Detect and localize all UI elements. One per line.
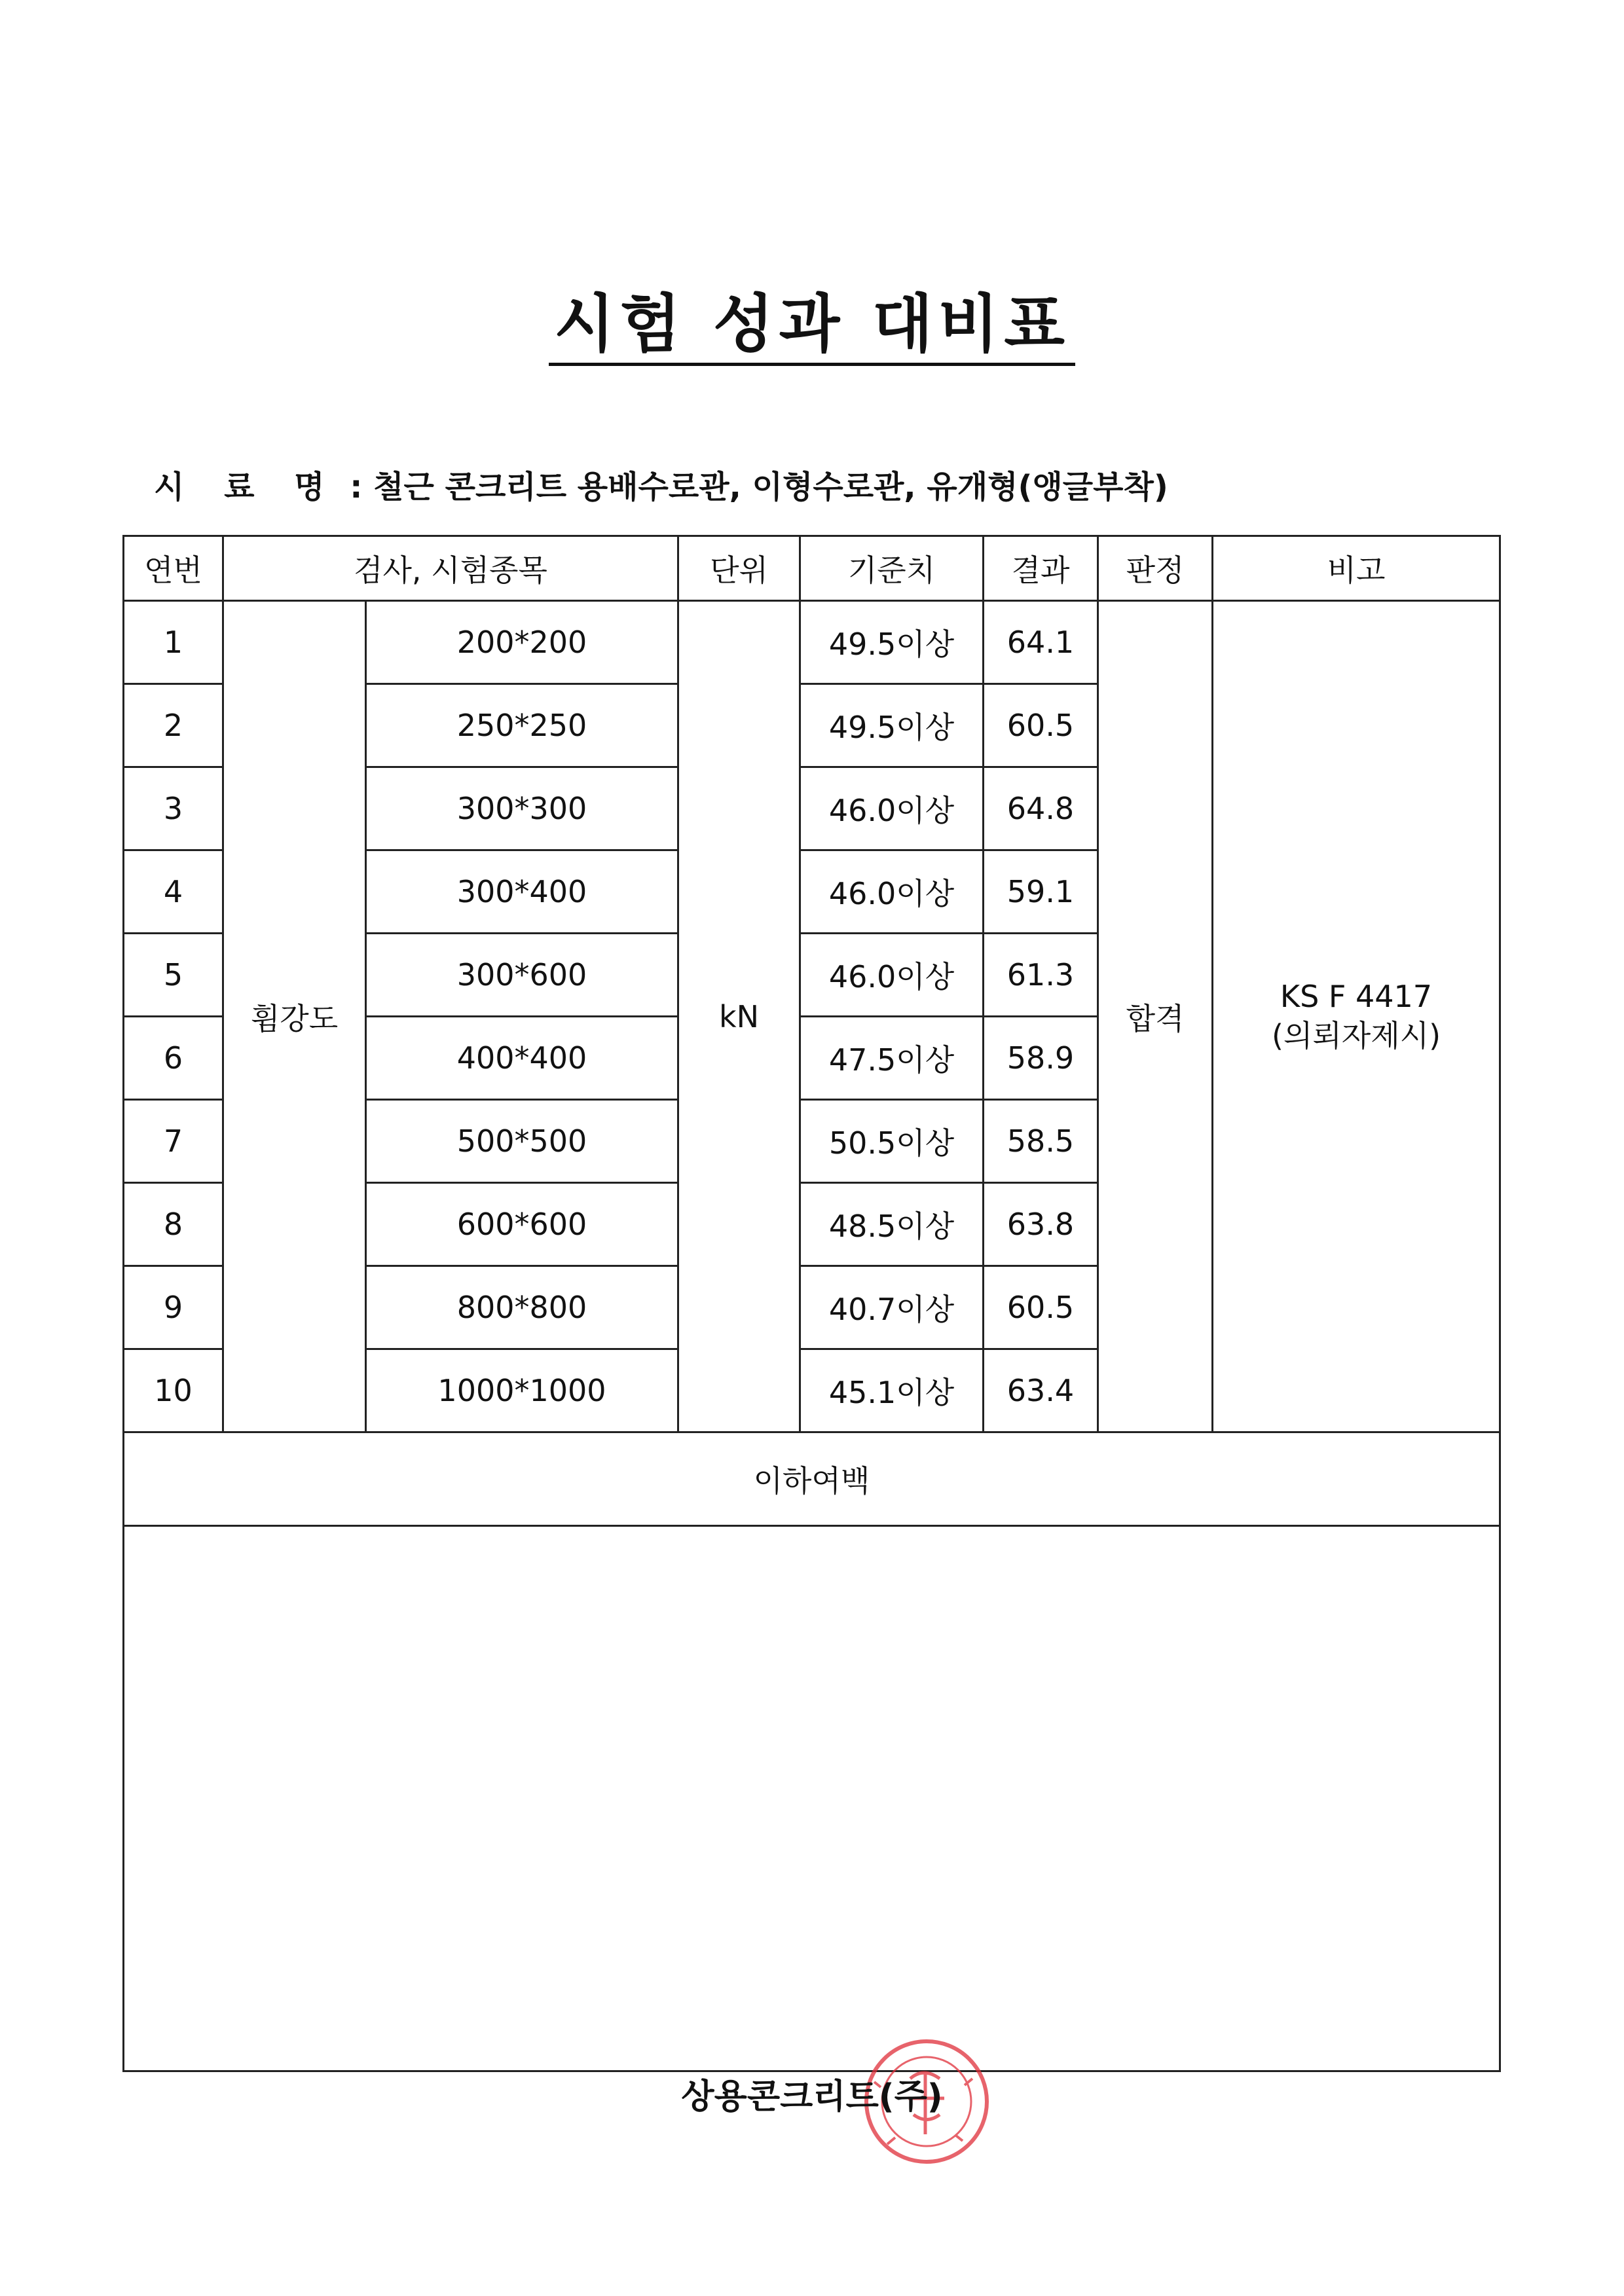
row-standard: 40.7이상: [800, 1266, 984, 1349]
row-no: 3: [124, 767, 223, 850]
header-unit: 단위: [678, 536, 800, 601]
row-result: 64.1: [984, 601, 1098, 684]
row-result: 60.5: [984, 684, 1098, 767]
document-title: [0, 288, 1624, 366]
row-no: 2: [124, 684, 223, 767]
remark-cell: [1213, 601, 1500, 1432]
sample-line: [154, 462, 1168, 507]
category-cell: 휨강도: [223, 601, 366, 1432]
row-result: 64.8: [984, 767, 1098, 850]
header-judgement: 판정: [1098, 536, 1213, 601]
row-result: 59.1: [984, 850, 1098, 934]
row-size: 500*500: [366, 1100, 678, 1183]
row-result: 58.9: [984, 1017, 1098, 1100]
row-result: 61.3: [984, 934, 1098, 1017]
row-no: 10: [124, 1349, 223, 1432]
header-remark: 비고: [1213, 536, 1500, 601]
table-row: [124, 601, 1500, 684]
row-no: 5: [124, 934, 223, 1017]
results-table: [122, 535, 1501, 2072]
header-item: 검사, 시험종목: [223, 536, 678, 601]
row-no: 1: [124, 601, 223, 684]
row-standard: 47.5이상: [800, 1017, 984, 1100]
row-size: 1000*1000: [366, 1349, 678, 1432]
row-size: 200*200: [366, 601, 678, 684]
row-standard: 49.5이상: [800, 601, 984, 684]
row-standard: 50.5이상: [800, 1100, 984, 1183]
empty-area-row: [124, 1526, 1500, 2071]
row-result: 63.8: [984, 1183, 1098, 1266]
row-result: 63.4: [984, 1349, 1098, 1432]
remark-standard: KS F 4417: [1280, 978, 1433, 1014]
judgement-cell: 합격: [1098, 601, 1213, 1432]
row-standard: 48.5이상: [800, 1183, 984, 1266]
row-standard: 46.0이상: [800, 767, 984, 850]
row-size: 300*400: [366, 850, 678, 934]
row-no: 6: [124, 1017, 223, 1100]
row-no: 7: [124, 1100, 223, 1183]
remark-note: (의뢰자제시): [1271, 1017, 1441, 1053]
header-result: 결과: [984, 536, 1098, 601]
row-size: 600*600: [366, 1183, 678, 1266]
blank-note-row: [124, 1432, 1500, 1526]
title-text: 시험 성과 대비표: [549, 288, 1075, 366]
unit-cell: kN: [678, 601, 800, 1432]
row-standard: 45.1이상: [800, 1349, 984, 1432]
row-standard: 46.0이상: [800, 934, 984, 1017]
row-size: 250*250: [366, 684, 678, 767]
row-size: 300*300: [366, 767, 678, 850]
header-row: [124, 536, 1500, 601]
blank-note: 이하여백: [124, 1432, 1500, 1526]
row-standard: 49.5이상: [800, 684, 984, 767]
row-size: 300*600: [366, 934, 678, 1017]
company-name: 상용콘크리트(주): [681, 2077, 943, 2117]
empty-area: [124, 1526, 1500, 2071]
row-size: 400*400: [366, 1017, 678, 1100]
row-no: 8: [124, 1183, 223, 1266]
sample-value: 철근 콘크리트 용배수로관, 이형수로관, 유개형(앵글부착): [373, 469, 1168, 505]
row-result: 60.5: [984, 1266, 1098, 1349]
row-standard: 46.0이상: [800, 850, 984, 934]
row-no: 9: [124, 1266, 223, 1349]
header-standard: 기준치: [800, 536, 984, 601]
sample-separator: :: [350, 469, 363, 505]
row-size: 800*800: [366, 1266, 678, 1349]
row-result: 58.5: [984, 1100, 1098, 1183]
header-no: 연번: [124, 536, 223, 601]
sample-label: 시 료 명: [154, 469, 339, 505]
row-no: 4: [124, 850, 223, 934]
